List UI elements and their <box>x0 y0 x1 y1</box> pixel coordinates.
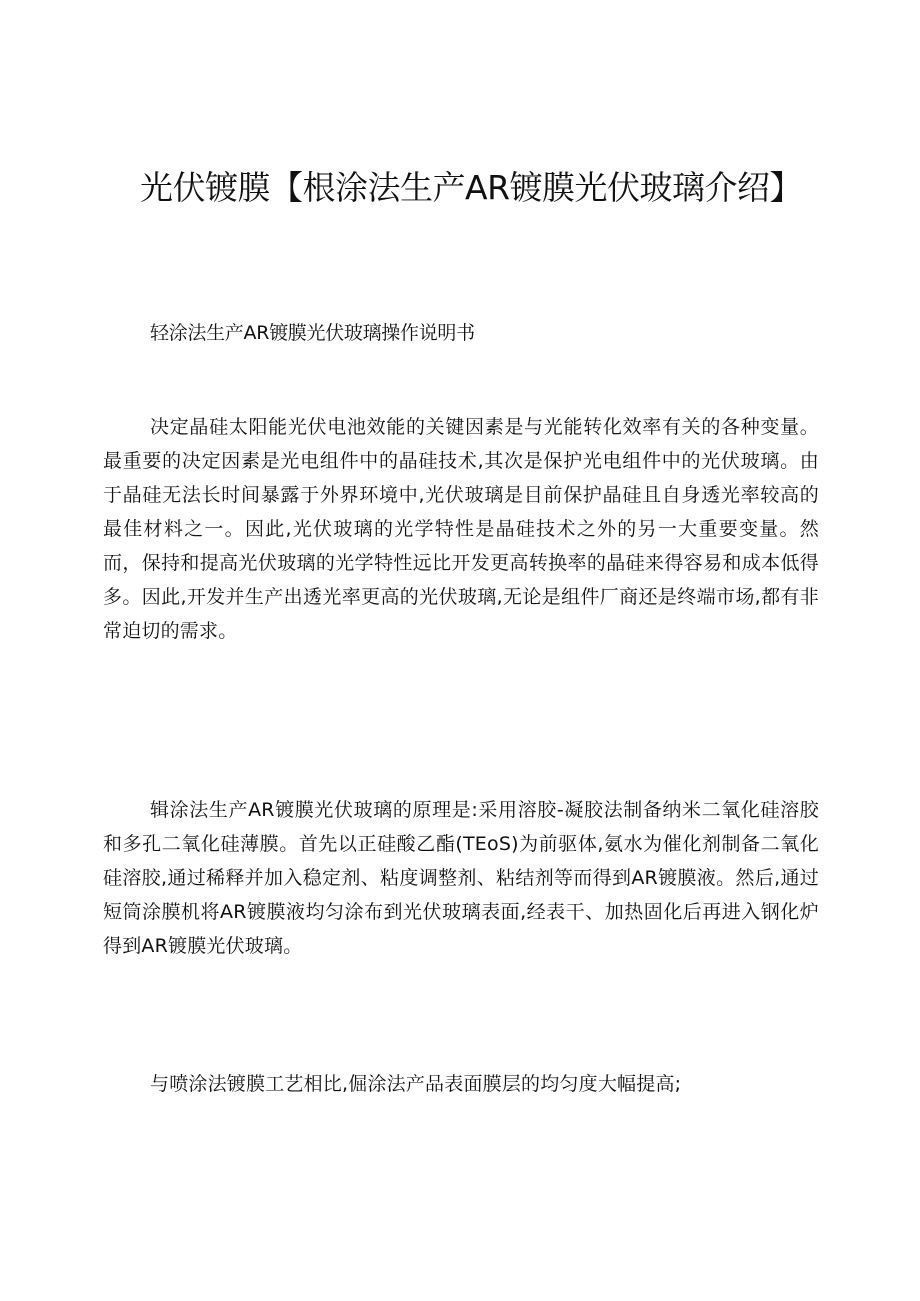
paragraph: 与喷涂法镀膜工艺相比,倔涂法产品表面膜层的均匀度大幅提高; <box>150 1073 682 1095</box>
document-title: 光伏镀膜【根涂法生产AR镀膜光伏玻璃介绍】 <box>140 168 803 207</box>
paragraph: 辑涂法生产AR镀膜光伏玻璃的原理是:采用溶胶-凝胶法制备纳米二氧化硅溶胶和多孔二氧化硅薄膜。首先以正硅酸乙酯(TEoS)为前驱体,氨水为催化剂制备二氧化硅溶胶,通过稀释并加入稳定剂、粘度调整剂、粘结剂等而得到AR镀膜液。然后,通过短筒涂膜机将AR镀膜液均匀涂布到光伏玻璃表面,经表干、加热固化后再进入钢化炉得到AR镀膜光伏玻璃。 <box>103 799 819 957</box>
document-subtitle: 轻涂法生产AR镀膜光伏玻璃操作说明书 <box>150 322 475 344</box>
paragraph: 决定晶硅太阳能光伏电池效能的关键因素是与光能转化效率有关的各种变量。最重要的决定因素是光电组件中的晶硅技术,其次是保护光电组件中的光伏玻璃。由于晶硅无法长时间暴露于外界环境中,光伏玻璃是目前保护晶硅且自身透光率较高的最佳材料之一。因此,光伏玻璃的光学特性是晶硅技术之外的另一大重要变量。然而，保持和提高光伏玻璃的光学特性远比开发更高转换率的晶硅来得容易和成本低得多。因此,开发并生产出透光率更高的光伏玻璃,无论是组件厂商还是终端市场,都有非常迫切的需求。 <box>103 416 819 642</box>
